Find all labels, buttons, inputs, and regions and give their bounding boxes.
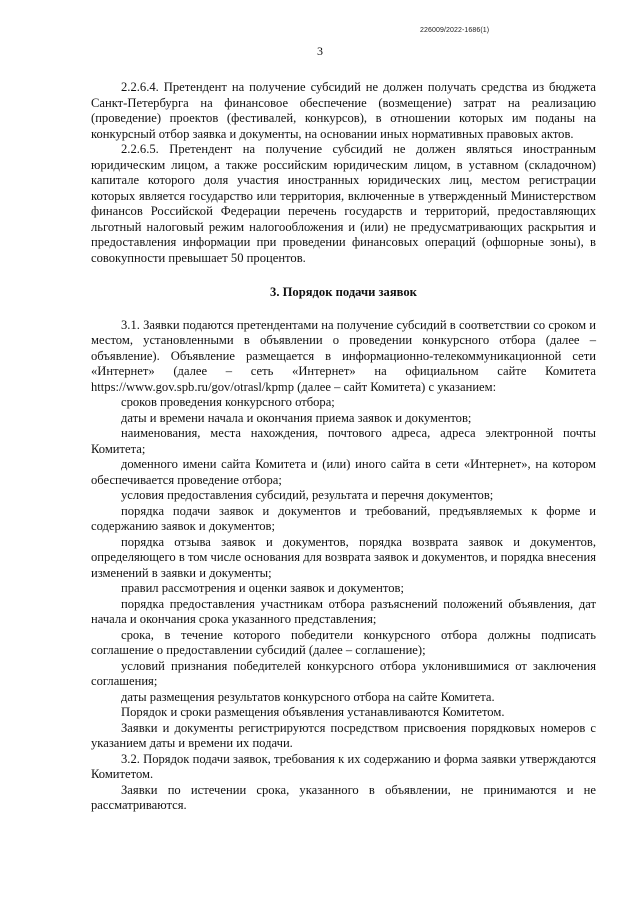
list-item: сроков проведения конкурсного отбора; xyxy=(121,395,335,409)
paragraph: Заявки по истечении срока, указанного в объявлении, не принимаются и не рассматриваются. xyxy=(91,782,596,812)
paragraph-3-2: 3.2. Порядок подачи заявок, требования к их содержанию и форма заявки утверждаются Комитетом. xyxy=(91,751,596,781)
list-item: правил рассмотрения и оценки заявок и документов; xyxy=(121,581,404,595)
paragraph: Порядок и сроки размещения объявления устанавливаются Комитетом. xyxy=(121,705,505,719)
list-item: даты размещения результатов конкурсного отбора на сайте Комитета. xyxy=(121,689,495,704)
paragraph: Заявки и документы регистрируются посредством присвоения порядковых номеров с указанием даты и времени их подачи. xyxy=(91,720,596,750)
document-id: 226009/2022-1686(1) xyxy=(420,27,490,34)
section-heading: 3. Порядок подачи заявок xyxy=(270,285,417,299)
list-item: даты и времени начала и окончания приема заявок и документов; xyxy=(121,410,472,425)
paragraph-3-1: 3.1. Заявки подаются претендентами на получение субсидий в соответствии со сроком и местом, установленными в объявлении о проведении конкурсного отбора (далее – объявление). Объявление размещается в информационно-телекоммуникационной сети «Интернет» (далее – сеть «Интернет» на официальном сайте Комитета https://www.gov.spb.ru/gov/otrasl/kpmp (далее – сайт Комитета) с указанием: xyxy=(91,317,596,394)
list-item: порядка предоставления участникам отбора разъяснений положений объявления, дат начала и окончания срока указанного представления; xyxy=(91,596,596,626)
page-number: 3 xyxy=(317,44,323,58)
list-item: доменного имени сайта Комитета и (или) иного сайта в сети «Интернет», на котором обеспечивается проведение отбора; xyxy=(91,457,596,487)
list-item: порядка подачи заявок и документов и требований, предъявляемых к форме и содержанию заявок и документов; xyxy=(91,503,596,533)
list-item: порядка отзыва заявок и документов, порядка возврата заявок и документов, определяющего в том числе основания для возврата заявок и документов, и порядка внесения изменений в заявки и документы; xyxy=(91,534,596,580)
list-item: наименования, места нахождения, почтового адреса, адреса электронной почты Комитета; xyxy=(91,426,596,456)
document-body xyxy=(91,80,596,814)
list-item: срока, в течение которого победители конкурсного отбора должны подписать соглашение о предоставлении субсидий (далее – соглашение); xyxy=(91,627,596,657)
list-item: условия предоставления субсидий, результата и перечня документов; xyxy=(121,488,494,502)
paragraph-2-2-6-4: 2.2.6.4. Претендент на получение субсидий не должен получать средства из бюджета Санкт-Петербурга на финансовое обеспечение (возмещение) затрат на реализацию (проведение) проектов (фестивалей, конкурсов), в отношении которых им поданы на конкурсный отбор заявка и документы, на основании иных нормативных правовых актов. xyxy=(91,80,596,141)
list-item: условий признания победителей конкурсного отбора уклонившимися от заключения соглашения; xyxy=(91,658,596,688)
paragraph-2-2-6-5: 2.2.6.5. Претендент на получение субсидий не должен являться иностранным юридическим лицом, а также российским юридическим лицом, в уставном (складочном) капитале которого доля участия иностранных юридических лиц, местом регистрации которых является государство или территория, включенные в утвержденный Министерством финансов Российской Федерации перечень государств и территорий, предоставляющих льготный налоговый режим налогообложения и (или) не предусматривающих раскрытия и предоставления информации при проведении финансовых операций (офшорные зоны), в совокупности превышает 50 процентов. xyxy=(91,142,596,265)
